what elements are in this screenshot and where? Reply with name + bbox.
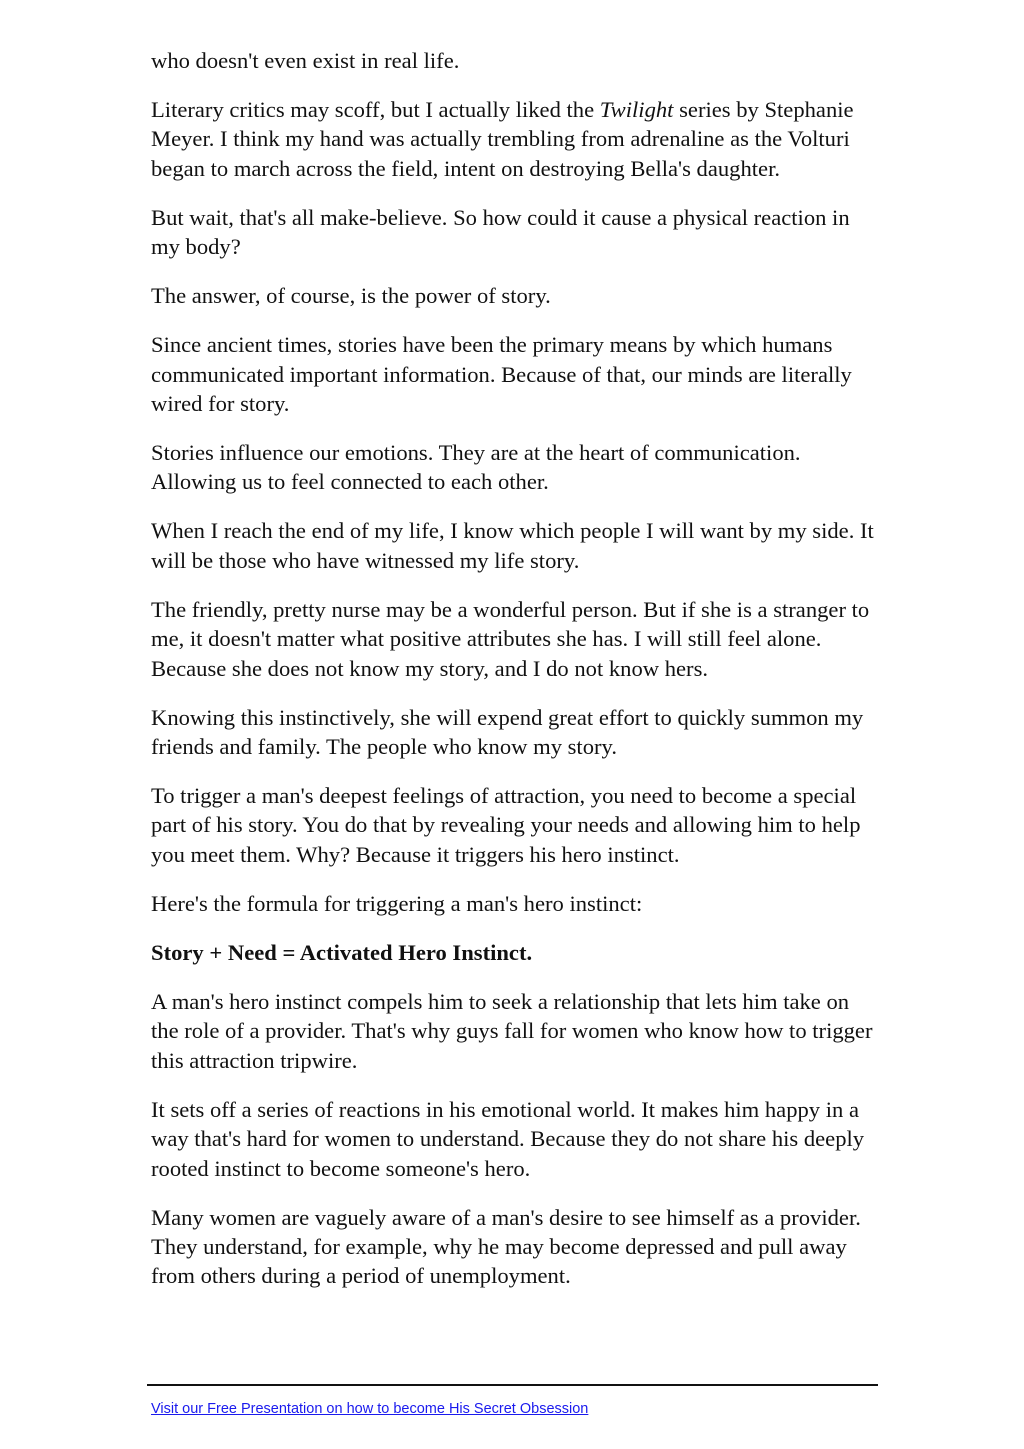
paragraph-13: A man's hero instinct compels him to seek a relationship that lets him take on the role of a provider. That's why guys fall for women who know how to trigger this attraction tripwire. <box>151 988 873 1073</box>
paragraph-2-part-1: Literary critics may scoff, but I actually liked the <box>151 97 600 122</box>
paragraph-7: When I reach the end of my life, I know which people I will want by my side. It will be those who have witnessed my life story. <box>151 518 874 573</box>
paragraph-9: Knowing this instinctively, she will expend great effort to quickly summon my friends and family. The people who know my story. <box>151 704 864 760</box>
paragraph-8: The friendly, pretty nurse may be a wonderful person. But if she is a stranger to me, it doesn't matter what positive attributes she has. I will still feel alone. Because she does not know my story, and I do not know hers. <box>151 596 870 681</box>
paragraph-4: The answer, of course, is the power of story. <box>151 283 551 309</box>
paragraph-14: It sets off a series of reactions in his emotional world. It makes him happy in a way that's hard for women to understand. Because they do not share his deeply rooted instinct to become someone's hero. <box>151 1096 865 1181</box>
paragraph-2-part-2: series by Stephanie Meyer. I think my hand was actually trembling from adrenaline as the Volturi began to march across the field, intent on destroying Bella's daughter. <box>151 97 854 181</box>
paragraph-5: Since ancient times, stories have been the primary means by which humans communicated important information. Because of that, our minds are literally wired for story. <box>151 332 852 417</box>
formula-heading: Story + Need = Activated Hero Instinct. <box>151 939 533 965</box>
body-text <box>151 46 877 1310</box>
paragraph-11: Here's the formula for triggering a man's hero instinct: <box>151 890 643 916</box>
paragraph-1: who doesn't even exist in real life. <box>151 48 460 73</box>
paragraph-3: But wait, that's all make-believe. So how could it cause a physical reaction in my body? <box>151 204 850 260</box>
book-title-twilight: Twilight <box>599 97 674 122</box>
footer-divider <box>147 1384 878 1386</box>
paragraph-15: Many women are vaguely aware of a man's desire to see himself as a provider. They understand, for example, why he may become depressed and pull away from others during a period of unemployment. <box>151 1204 861 1289</box>
paragraph-6: Stories influence our emotions. They are at the heart of communication. Allowing us to feel connected to each other. <box>151 440 801 495</box>
paragraph-10: To trigger a man's deepest feelings of attraction, you need to become a special part of his story. You do that by revealing your needs and allowing him to help you meet them. Why? Because it triggers his hero instinct. <box>151 783 861 867</box>
footer-presentation-link[interactable]: Visit our Free Presentation on how to become His Secret Obsession <box>151 1401 589 1417</box>
paragraph-2 <box>151 95 877 183</box>
